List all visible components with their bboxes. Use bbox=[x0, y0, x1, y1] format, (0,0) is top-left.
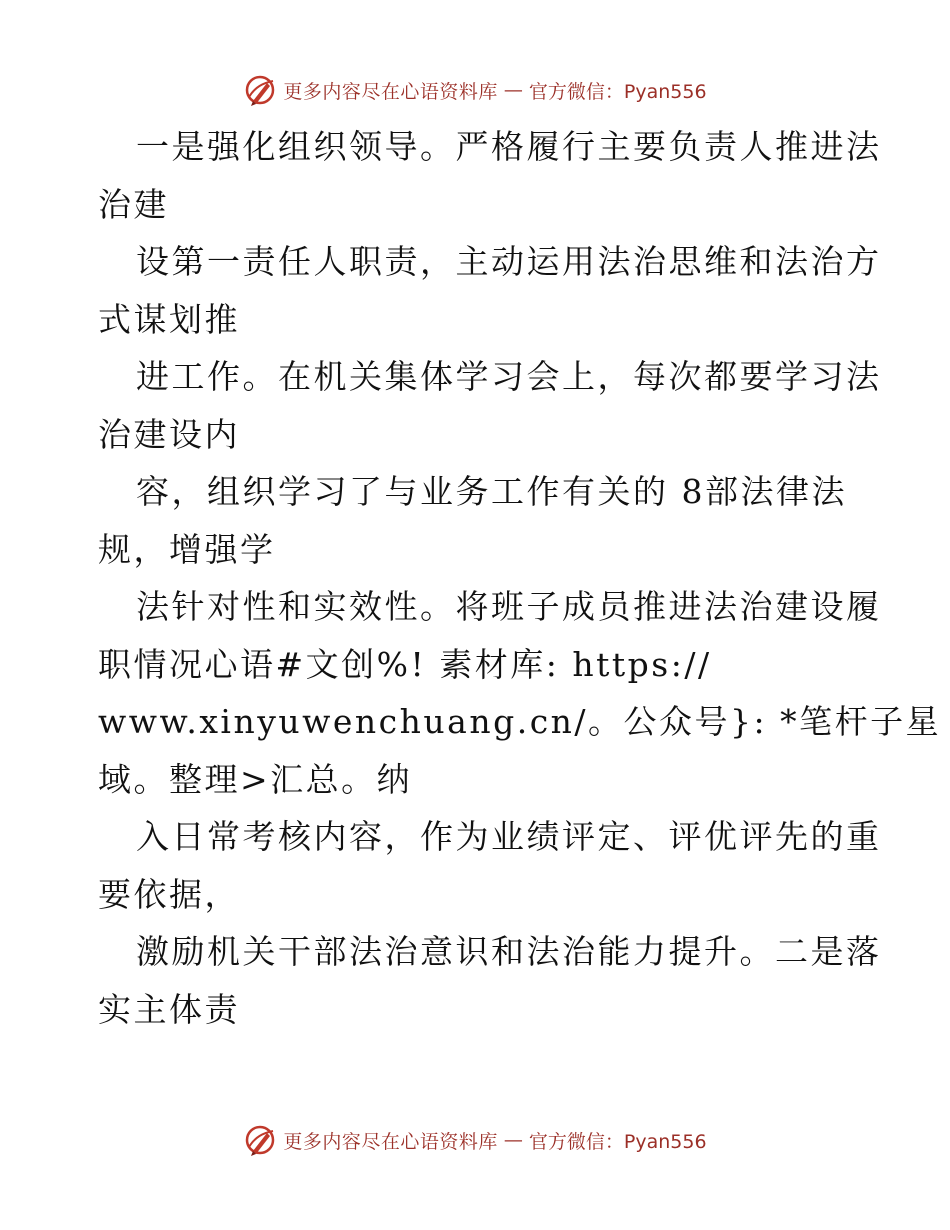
text-line: 治建设内 bbox=[98, 414, 240, 454]
header-wechat-text: 官方微信：Pyan556 bbox=[528, 80, 707, 103]
text-line: 进工作。在机关集体学习会上，每次都要学习法 bbox=[136, 357, 882, 396]
text-line: 设第一责任人职责，主动运用法治思维和法治方 bbox=[136, 242, 882, 281]
text-line: 要依据， bbox=[98, 874, 240, 914]
page-header-banner bbox=[0, 72, 950, 108]
text-line: 域。整理>汇总。纳 bbox=[98, 759, 413, 799]
page-footer-banner bbox=[0, 1122, 950, 1158]
pen-globe-icon bbox=[243, 1123, 277, 1157]
footer-banner-text: 更多内容尽在心语资料库 bbox=[283, 1130, 498, 1153]
text-line: 容，组织学习了与业务工作有关的 8部法律法 bbox=[136, 472, 847, 511]
text-line: 法针对性和实效性。将班子成员推进法治建设履 bbox=[136, 587, 882, 626]
text-line: www.xinyuwenchuang.cn/。公众号}: *笔杆子星 bbox=[98, 702, 942, 741]
text-line: 实主体责 bbox=[98, 989, 240, 1029]
header-banner-dash: — bbox=[503, 79, 523, 101]
text-line: 式谋划推 bbox=[98, 299, 240, 339]
text-line: 职情况心语#文创%! 素材库: https:// bbox=[98, 644, 712, 684]
text-line: 激励机关干部法治意识和法治能力提升。二是落 bbox=[136, 932, 882, 971]
header-banner-text: 更多内容尽在心语资料库 bbox=[283, 80, 498, 103]
text-line: 规，增强学 bbox=[98, 529, 276, 569]
text-line: 治建 bbox=[98, 184, 169, 224]
footer-wechat-text: 官方微信：Pyan556 bbox=[528, 1130, 707, 1153]
document-body bbox=[98, 118, 942, 1038]
text-line: 一是强化组织领导。严格履行主要负责人推进法 bbox=[136, 127, 882, 166]
pen-globe-icon bbox=[243, 73, 277, 107]
text-line: 入日常考核内容，作为业绩评定、评优评先的重 bbox=[136, 817, 882, 856]
footer-banner-dash: — bbox=[503, 1129, 523, 1151]
